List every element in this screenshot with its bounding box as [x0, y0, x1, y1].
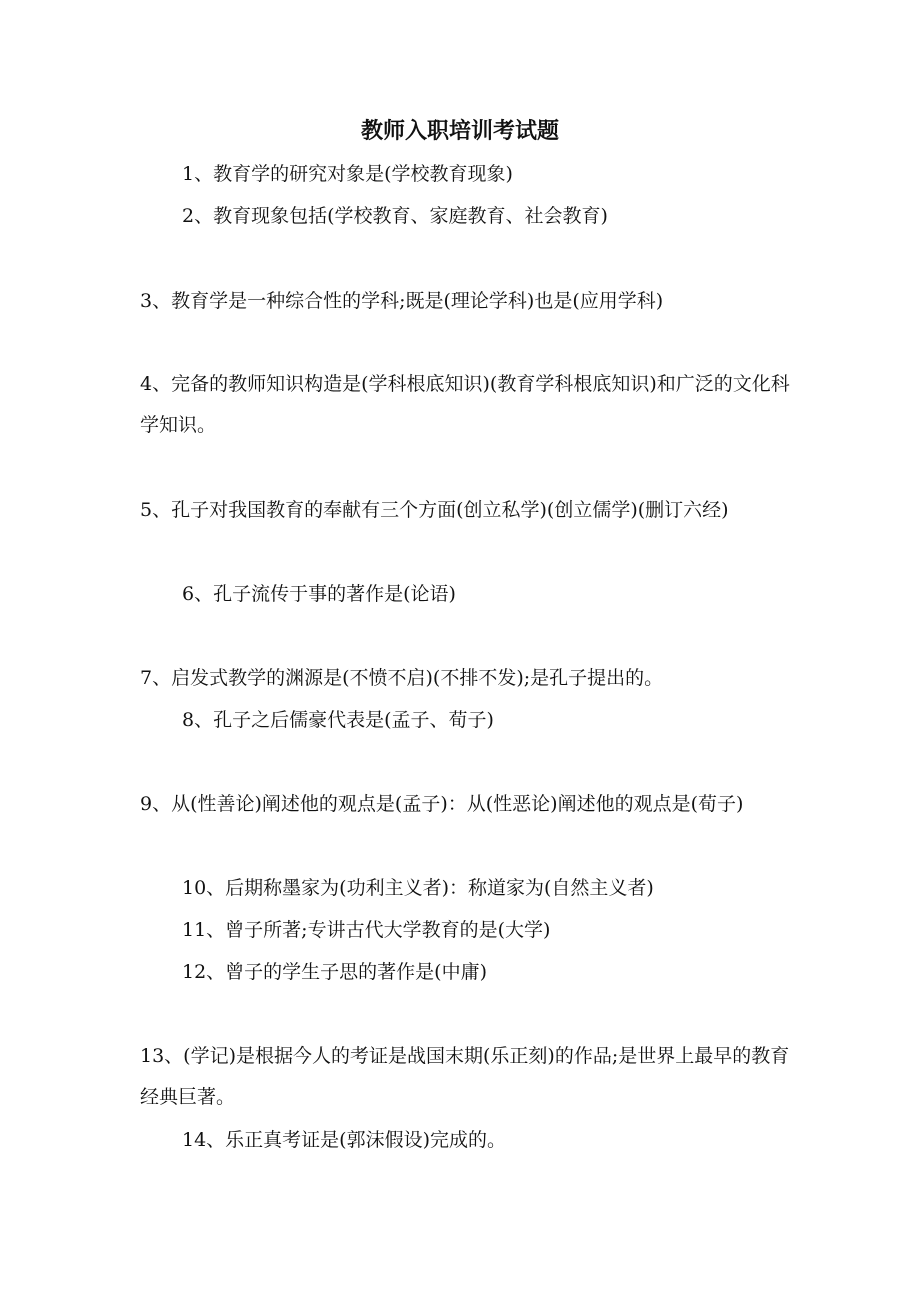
question-12: 12、曾子的学生子思的著作是(中庸)	[182, 961, 488, 983]
question-11: 11、曾子所著;专讲古代大学教育的是(大学)	[182, 919, 551, 941]
question-14: 14、乐正真考证是(郭沫假设)完成的。	[182, 1129, 507, 1151]
question-4: 4、完备的教师知识构造是(学科根底知识)(教育学科根底知识)和广泛的文化科学知识。	[140, 373, 790, 436]
question-10: 10、后期称墨家为(功利主义者)：称道家为(自然主义者)	[182, 877, 654, 899]
question-5: 5、孔子对我国教育的奉献有三个方面(创立私学)(创立儒学)(删订六经)	[140, 499, 729, 521]
question-1: 1、教育学的研究对象是(学校教育现象)	[182, 163, 513, 185]
question-8: 8、孔子之后儒豪代表是(孟子、荀子)	[182, 709, 494, 731]
question-13: 13、(学记)是根据今人的考证是战国末期(乐正刻)的作品;是世界上最早的教育经典巨著。	[140, 1045, 790, 1108]
question-7: 7、启发式教学的渊源是(不愤不启)(不排不发);是孔子提出的。	[140, 667, 664, 689]
question-6: 6、孔子流传于事的著作是(论语)	[182, 583, 456, 605]
question-3: 3、教育学是一种综合性的学科;既是(理论学科)也是(应用学科)	[140, 290, 664, 312]
question-2: 2、教育现象包括(学校教育、家庭教育、社会教育)	[182, 205, 608, 227]
question-9: 9、从(性善论)阐述他的观点是(孟子)：从(性恶论)阐述他的观点是(荀子)	[140, 793, 744, 815]
document-title: 教师入职培训考试题	[360, 118, 559, 144]
